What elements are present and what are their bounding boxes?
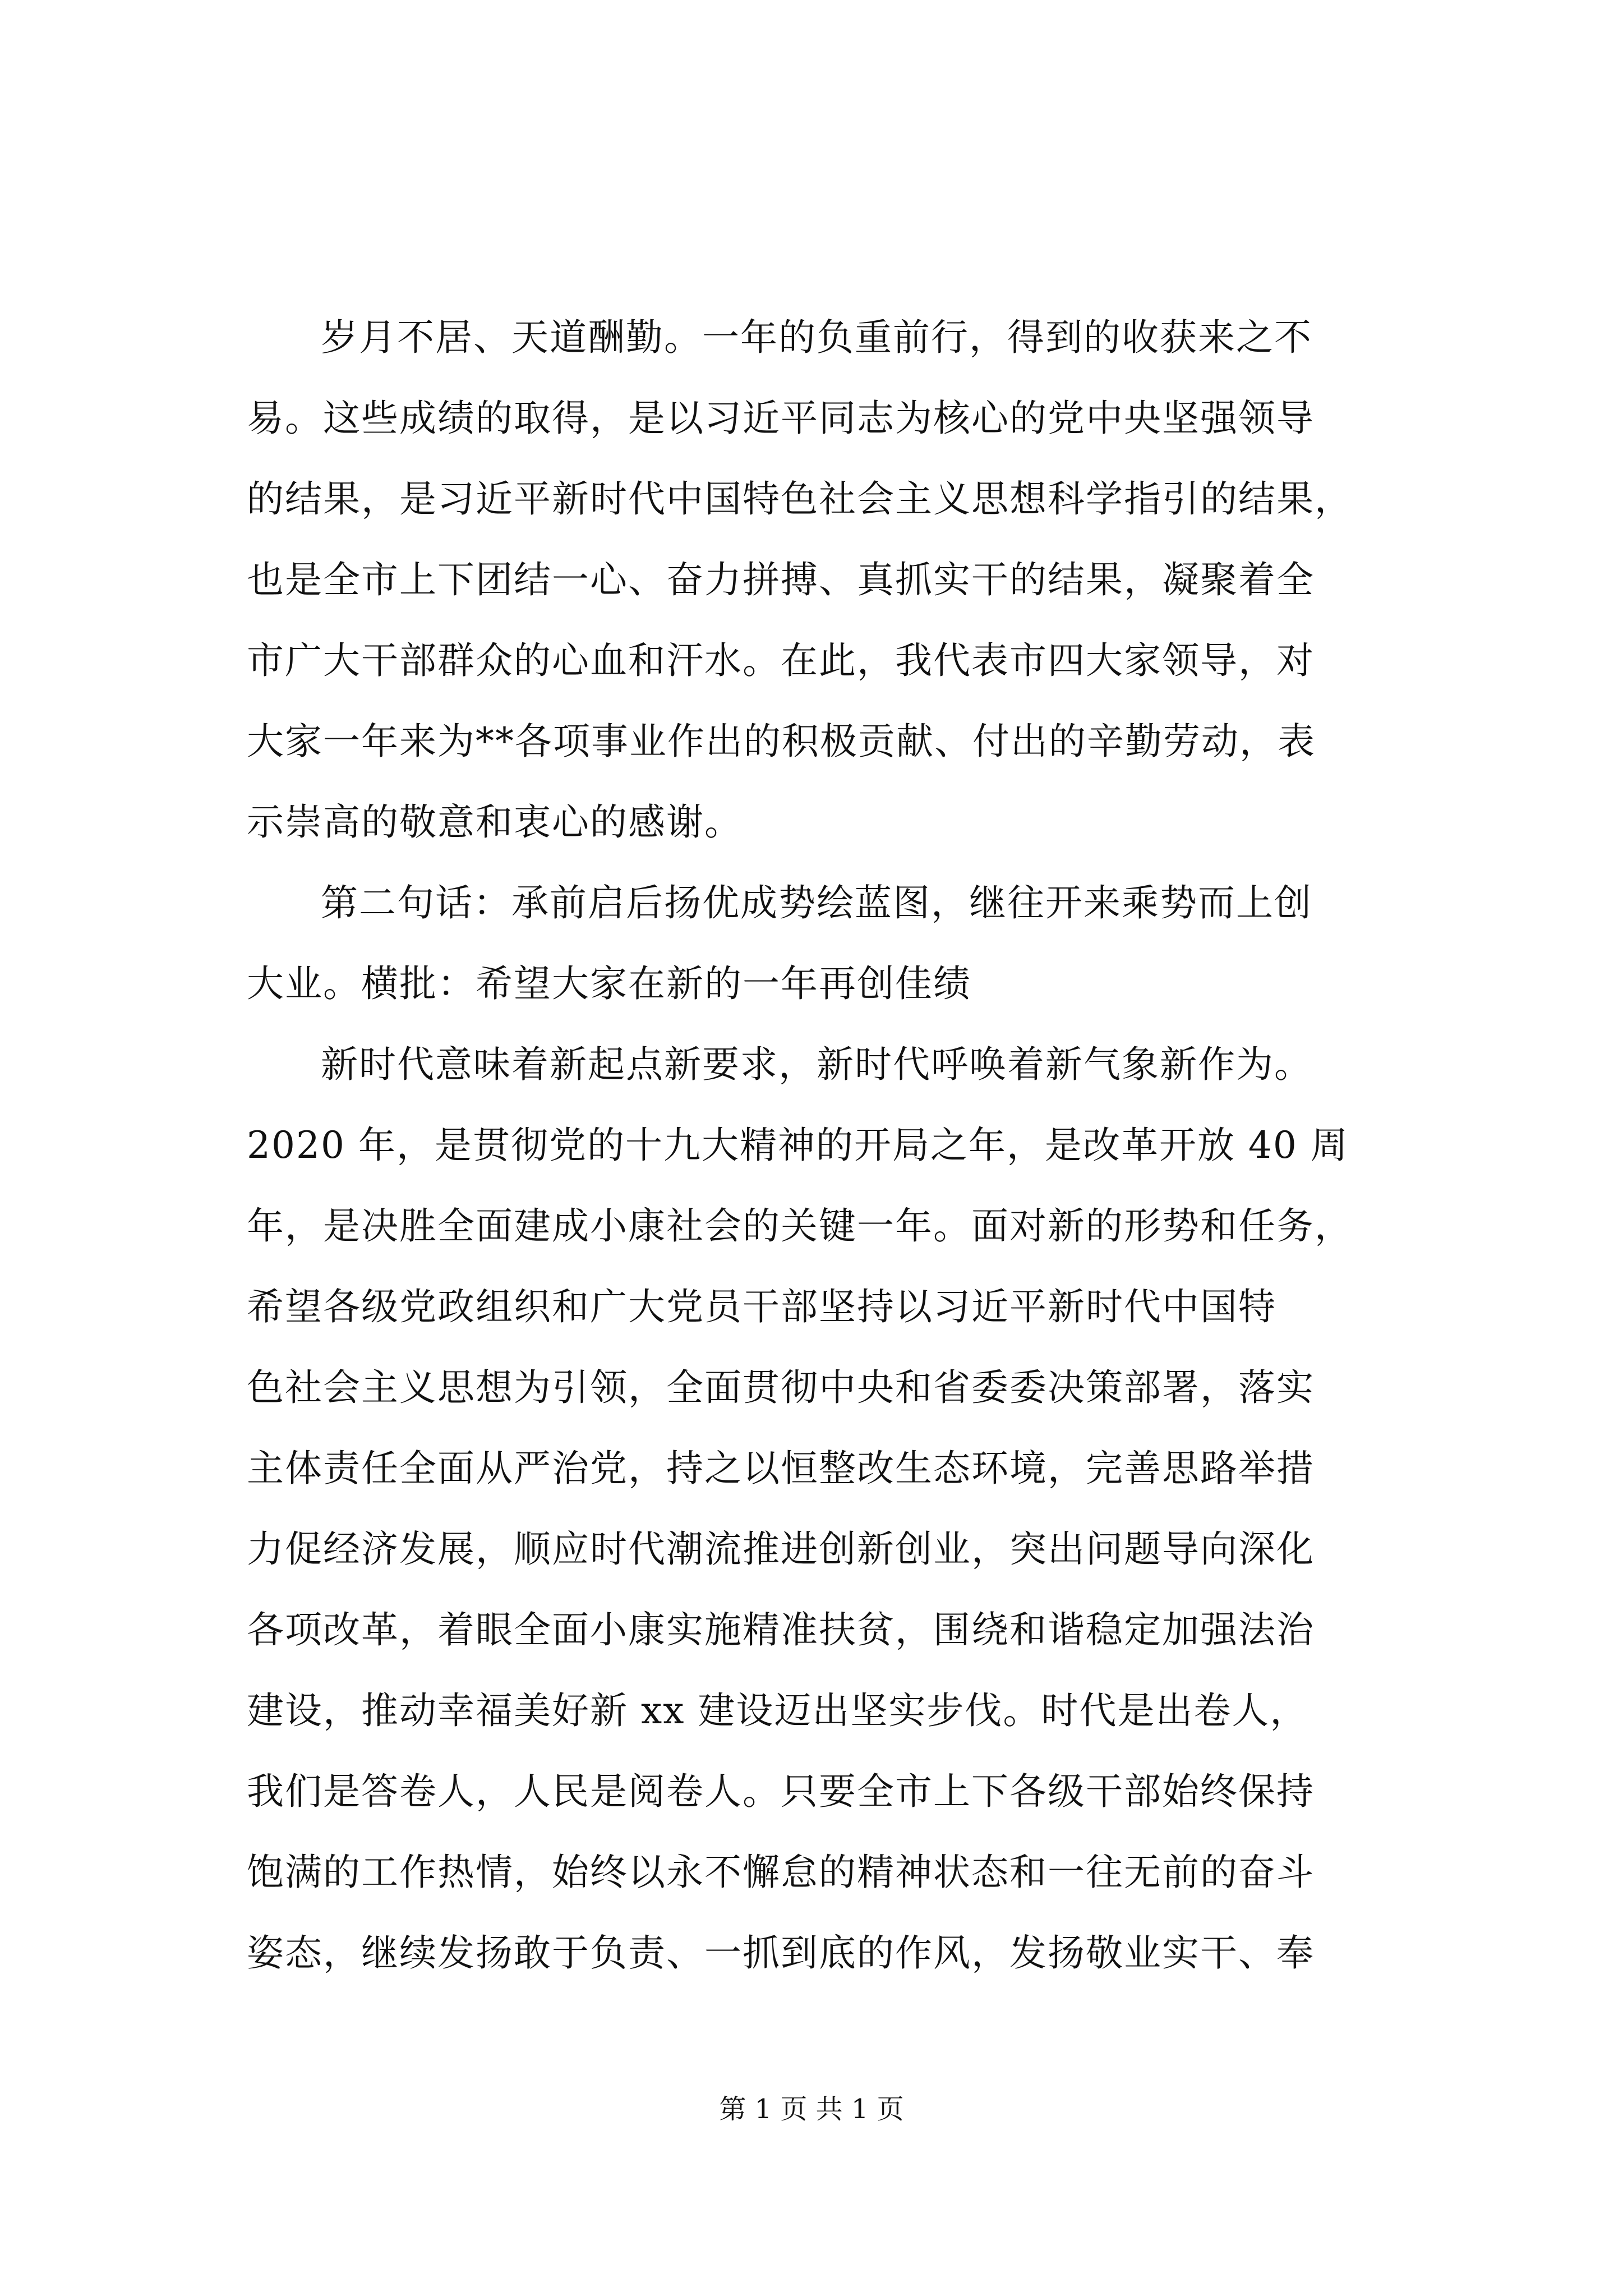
paragraph-line: 2020 年，是贯彻党的十九大精神的开局之年，是改革开放 40 周 xyxy=(247,1124,1349,1167)
paragraph-line: 新时代意味着新起点新要求，新时代呼唤着新气象新作为。 xyxy=(321,1043,1312,1086)
paragraph-line: 各项改革，着眼全面小康实施精准扶贫，围绕和谐稳定加强法治 xyxy=(247,1608,1315,1651)
paragraph-line: 姿态，继续发扬敢于负责、一抓到底的作风，发扬敬业实干、奉 xyxy=(247,1931,1315,1975)
paragraph-line: 也是全市上下团结一心、奋力拼搏、真抓实干的结果，凝聚着全 xyxy=(247,558,1315,601)
paragraph-line: 力促经济发展，顺应时代潮流推进创新创业，突出问题导向深化 xyxy=(247,1527,1315,1571)
paragraph-line: 示崇高的敬意和衷心的感谢。 xyxy=(247,800,743,844)
paragraph-line: 我们是答卷人，人民是阅卷人。只要全市上下各级干部始终保持 xyxy=(247,1770,1315,1813)
paragraph-line: 大业。横批：希望大家在新的一年再创佳绩 xyxy=(247,962,971,1005)
paragraph-line: 岁月不居、天道酬勤。一年的负重前行，得到的收获来之不 xyxy=(321,316,1312,359)
paragraph-line: 的结果，是习近平新时代中国特色社会主义思想科学指引的结果， xyxy=(247,477,1353,521)
paragraph-line: 大家一年来为**各项事业作出的积极贡献、付出的辛勤劳动，表 xyxy=(247,720,1316,763)
paragraph-line: 易。这些成绩的取得，是以习近平同志为核心的党中央坚强领导 xyxy=(247,397,1315,440)
paragraph-line: 饱满的工作热情，始终以永不懈怠的精神状态和一往无前的奋斗 xyxy=(247,1851,1315,1894)
paragraph-line: 第二句话：承前启后扬优成势绘蓝图，继往开来乘势而上创 xyxy=(321,881,1312,924)
paragraph-line: 年，是决胜全面建成小康社会的关键一年。面对新的形势和任务， xyxy=(247,1204,1353,1248)
paragraph-line: 建设，推动幸福美好新 xx 建设迈出坚实步伐。时代是出卷人， xyxy=(247,1689,1308,1732)
paragraph-line: 主体责任全面从严治党，持之以恒整改生态环境，完善思路举措 xyxy=(247,1447,1315,1490)
document-body xyxy=(247,297,1458,1994)
paragraph-line: 希望各级党政组织和广大党员干部坚持以习近平新时代中国特 xyxy=(247,1285,1276,1328)
paragraph-line: 市广大干部群众的心血和汗水。在此，我代表市四大家领导，对 xyxy=(247,639,1315,682)
paragraph-line: 色社会主义思想为引领，全面贯彻中央和省委委决策部署，落实 xyxy=(247,1366,1315,1409)
page-number-footer: 第 1 页 共 1 页 xyxy=(719,2093,904,2125)
